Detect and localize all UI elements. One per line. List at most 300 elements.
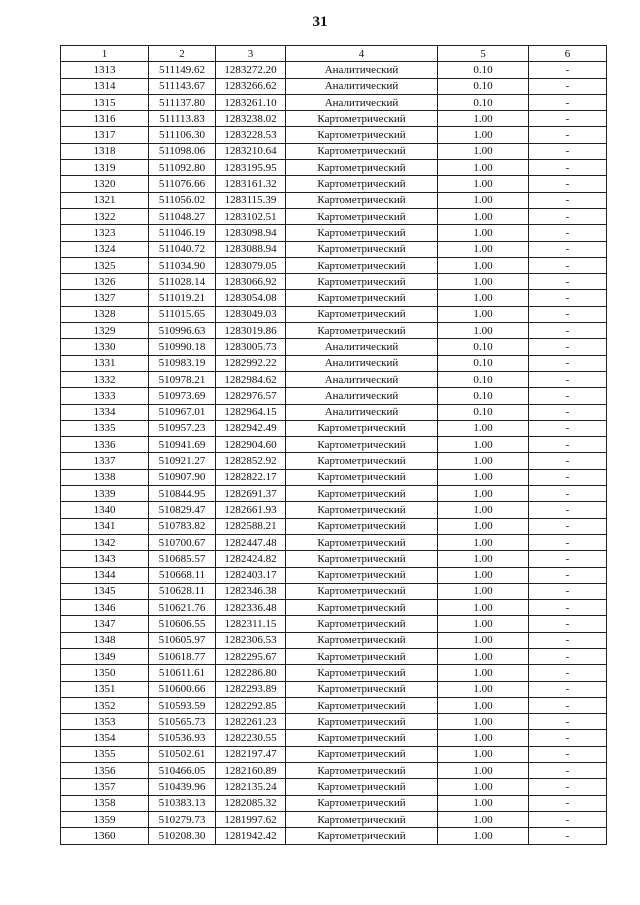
table-row (61, 583, 607, 599)
note-cell: - (529, 469, 607, 485)
accuracy-cell: 1.00 (438, 616, 529, 632)
y-coordinate-cell: 1282447.48 (216, 534, 286, 550)
method-cell: Картометрический (286, 714, 438, 730)
y-coordinate-cell: 1282311.15 (216, 616, 286, 632)
accuracy-cell: 1.00 (438, 192, 529, 208)
note-cell: - (529, 828, 607, 844)
method-cell: Картометрический (286, 143, 438, 159)
note-cell: - (529, 290, 607, 306)
accuracy-cell: 1.00 (438, 763, 529, 779)
note-cell: - (529, 763, 607, 779)
method-cell: Картометрический (286, 323, 438, 339)
note-cell: - (529, 323, 607, 339)
method-cell: Картометрический (286, 616, 438, 632)
note-cell: - (529, 274, 607, 290)
note-cell: - (529, 160, 607, 176)
note-cell: - (529, 730, 607, 746)
accuracy-cell: 1.00 (438, 469, 529, 485)
table-row (61, 388, 607, 404)
note-cell: - (529, 567, 607, 583)
point-number-cell: 1333 (61, 388, 149, 404)
point-number-cell: 1324 (61, 241, 149, 257)
x-coordinate-cell: 510668.11 (149, 567, 216, 583)
note-cell: - (529, 486, 607, 502)
table-row (61, 371, 607, 387)
table-row (61, 697, 607, 713)
method-cell: Картометрический (286, 583, 438, 599)
accuracy-cell: 1.00 (438, 290, 529, 306)
x-coordinate-cell: 511143.67 (149, 78, 216, 94)
method-cell: Картометрический (286, 632, 438, 648)
accuracy-cell: 1.00 (438, 746, 529, 762)
table-row (61, 257, 607, 273)
accuracy-cell: 0.10 (438, 94, 529, 110)
x-coordinate-cell: 511028.14 (149, 274, 216, 290)
point-number-cell: 1359 (61, 811, 149, 827)
note-cell: - (529, 225, 607, 241)
x-coordinate-cell: 510829.47 (149, 502, 216, 518)
note-cell: - (529, 339, 607, 355)
point-number-cell: 1321 (61, 192, 149, 208)
point-number-cell: 1354 (61, 730, 149, 746)
method-cell: Картометрический (286, 486, 438, 502)
method-cell: Картометрический (286, 192, 438, 208)
method-cell: Картометрический (286, 225, 438, 241)
y-coordinate-cell: 1282135.24 (216, 779, 286, 795)
point-number-cell: 1348 (61, 632, 149, 648)
method-cell: Картометрический (286, 828, 438, 844)
table-row (61, 567, 607, 583)
method-cell: Картометрический (286, 160, 438, 176)
table-row (61, 225, 607, 241)
x-coordinate-cell: 510973.69 (149, 388, 216, 404)
y-coordinate-cell: 1282992.22 (216, 355, 286, 371)
point-number-cell: 1342 (61, 534, 149, 550)
point-number-cell: 1350 (61, 665, 149, 681)
point-number-cell: 1339 (61, 486, 149, 502)
note-cell: - (529, 779, 607, 795)
column-header: 3 (216, 46, 286, 62)
x-coordinate-cell: 510605.97 (149, 632, 216, 648)
note-cell: - (529, 681, 607, 697)
table-row (61, 192, 607, 208)
point-number-cell: 1353 (61, 714, 149, 730)
table-row (61, 534, 607, 550)
method-cell: Картометрический (286, 567, 438, 583)
table-row (61, 339, 607, 355)
method-cell: Картометрический (286, 274, 438, 290)
x-coordinate-cell: 510941.69 (149, 437, 216, 453)
note-cell: - (529, 518, 607, 534)
table-row (61, 518, 607, 534)
point-number-cell: 1330 (61, 339, 149, 355)
point-number-cell: 1331 (61, 355, 149, 371)
note-cell: - (529, 420, 607, 436)
method-cell: Картометрический (286, 746, 438, 762)
accuracy-cell: 1.00 (438, 176, 529, 192)
accuracy-cell: 1.00 (438, 828, 529, 844)
table-row (61, 811, 607, 827)
method-cell: Картометрический (286, 208, 438, 224)
table-row (61, 176, 607, 192)
y-coordinate-cell: 1283161.32 (216, 176, 286, 192)
table-row (61, 127, 607, 143)
method-cell: Картометрический (286, 681, 438, 697)
point-number-cell: 1314 (61, 78, 149, 94)
note-cell: - (529, 534, 607, 550)
note-cell: - (529, 192, 607, 208)
method-cell: Картометрический (286, 518, 438, 534)
point-number-cell: 1329 (61, 323, 149, 339)
y-coordinate-cell: 1282286.80 (216, 665, 286, 681)
note-cell: - (529, 746, 607, 762)
note-cell: - (529, 665, 607, 681)
note-cell: - (529, 551, 607, 567)
table-row (61, 160, 607, 176)
accuracy-cell: 1.00 (438, 714, 529, 730)
x-coordinate-cell: 510844.95 (149, 486, 216, 502)
accuracy-cell: 1.00 (438, 697, 529, 713)
point-number-cell: 1323 (61, 225, 149, 241)
point-number-cell: 1355 (61, 746, 149, 762)
note-cell: - (529, 600, 607, 616)
accuracy-cell: 1.00 (438, 583, 529, 599)
y-coordinate-cell: 1282197.47 (216, 746, 286, 762)
point-number-cell: 1336 (61, 437, 149, 453)
accuracy-cell: 0.10 (438, 355, 529, 371)
y-coordinate-cell: 1283102.51 (216, 208, 286, 224)
table-row (61, 486, 607, 502)
point-number-cell: 1352 (61, 697, 149, 713)
x-coordinate-cell: 510700.67 (149, 534, 216, 550)
table-row (61, 600, 607, 616)
point-number-cell: 1327 (61, 290, 149, 306)
y-coordinate-cell: 1281942.42 (216, 828, 286, 844)
accuracy-cell: 1.00 (438, 811, 529, 827)
method-cell: Картометрический (286, 502, 438, 518)
y-coordinate-cell: 1282424.82 (216, 551, 286, 567)
x-coordinate-cell: 510907.90 (149, 469, 216, 485)
method-cell: Аналитический (286, 355, 438, 371)
y-coordinate-cell: 1282661.93 (216, 502, 286, 518)
method-cell: Картометрический (286, 306, 438, 322)
y-coordinate-cell: 1283088.94 (216, 241, 286, 257)
coordinates-table (60, 45, 607, 845)
point-number-cell: 1335 (61, 420, 149, 436)
x-coordinate-cell: 510783.82 (149, 518, 216, 534)
table-row (61, 681, 607, 697)
y-coordinate-cell: 1283266.62 (216, 78, 286, 94)
y-coordinate-cell: 1282691.37 (216, 486, 286, 502)
x-coordinate-cell: 510628.11 (149, 583, 216, 599)
y-coordinate-cell: 1283019.86 (216, 323, 286, 339)
accuracy-cell: 1.00 (438, 730, 529, 746)
method-cell: Картометрический (286, 811, 438, 827)
point-number-cell: 1332 (61, 371, 149, 387)
point-number-cell: 1322 (61, 208, 149, 224)
note-cell: - (529, 241, 607, 257)
table-row (61, 616, 607, 632)
x-coordinate-cell: 510279.73 (149, 811, 216, 827)
point-number-cell: 1318 (61, 143, 149, 159)
note-cell: - (529, 502, 607, 518)
y-coordinate-cell: 1283210.64 (216, 143, 286, 159)
x-coordinate-cell: 510978.21 (149, 371, 216, 387)
y-coordinate-cell: 1282230.55 (216, 730, 286, 746)
table-row (61, 828, 607, 844)
x-coordinate-cell: 510593.59 (149, 697, 216, 713)
table-row (61, 469, 607, 485)
y-coordinate-cell: 1282904.60 (216, 437, 286, 453)
method-cell: Картометрический (286, 730, 438, 746)
x-coordinate-cell: 511046.19 (149, 225, 216, 241)
note-cell: - (529, 143, 607, 159)
column-header: 6 (529, 46, 607, 62)
y-coordinate-cell: 1281997.62 (216, 811, 286, 827)
table-row (61, 420, 607, 436)
table-row (61, 306, 607, 322)
accuracy-cell: 1.00 (438, 779, 529, 795)
x-coordinate-cell: 510565.73 (149, 714, 216, 730)
accuracy-cell: 1.00 (438, 437, 529, 453)
method-cell: Картометрический (286, 551, 438, 567)
x-coordinate-cell: 511113.83 (149, 111, 216, 127)
x-coordinate-cell: 510600.66 (149, 681, 216, 697)
table-row (61, 62, 607, 78)
x-coordinate-cell: 511015.65 (149, 306, 216, 322)
method-cell: Аналитический (286, 78, 438, 94)
method-cell: Картометрический (286, 779, 438, 795)
note-cell: - (529, 371, 607, 387)
accuracy-cell: 1.00 (438, 323, 529, 339)
note-cell: - (529, 127, 607, 143)
x-coordinate-cell: 510921.27 (149, 453, 216, 469)
note-cell: - (529, 208, 607, 224)
y-coordinate-cell: 1282852.92 (216, 453, 286, 469)
accuracy-cell: 0.10 (438, 388, 529, 404)
method-cell: Картометрический (286, 600, 438, 616)
point-number-cell: 1328 (61, 306, 149, 322)
point-number-cell: 1326 (61, 274, 149, 290)
table-row (61, 502, 607, 518)
accuracy-cell: 1.00 (438, 681, 529, 697)
y-coordinate-cell: 1282976.57 (216, 388, 286, 404)
method-cell: Картометрический (286, 648, 438, 664)
x-coordinate-cell: 510606.55 (149, 616, 216, 632)
table-row (61, 274, 607, 290)
table-row (61, 632, 607, 648)
method-cell: Картометрический (286, 665, 438, 681)
x-coordinate-cell: 511092.80 (149, 160, 216, 176)
table-row (61, 795, 607, 811)
accuracy-cell: 1.00 (438, 257, 529, 273)
note-cell: - (529, 632, 607, 648)
x-coordinate-cell: 510990.18 (149, 339, 216, 355)
x-coordinate-cell: 511048.27 (149, 208, 216, 224)
y-coordinate-cell: 1282822.17 (216, 469, 286, 485)
accuracy-cell: 1.00 (438, 534, 529, 550)
note-cell: - (529, 795, 607, 811)
table-row (61, 111, 607, 127)
y-coordinate-cell: 1282403.17 (216, 567, 286, 583)
method-cell: Аналитический (286, 388, 438, 404)
method-cell: Картометрический (286, 453, 438, 469)
point-number-cell: 1358 (61, 795, 149, 811)
note-cell: - (529, 714, 607, 730)
note-cell: - (529, 648, 607, 664)
note-cell: - (529, 62, 607, 78)
accuracy-cell: 1.00 (438, 795, 529, 811)
point-number-cell: 1319 (61, 160, 149, 176)
note-cell: - (529, 583, 607, 599)
table-row (61, 730, 607, 746)
x-coordinate-cell: 511034.90 (149, 257, 216, 273)
method-cell: Аналитический (286, 371, 438, 387)
y-coordinate-cell: 1283115.39 (216, 192, 286, 208)
table-row (61, 290, 607, 306)
accuracy-cell: 1.00 (438, 665, 529, 681)
method-cell: Картометрический (286, 257, 438, 273)
y-coordinate-cell: 1283054.08 (216, 290, 286, 306)
point-number-cell: 1346 (61, 600, 149, 616)
table-row (61, 665, 607, 681)
point-number-cell: 1341 (61, 518, 149, 534)
y-coordinate-cell: 1282346.38 (216, 583, 286, 599)
x-coordinate-cell: 510983.19 (149, 355, 216, 371)
x-coordinate-cell: 510208.30 (149, 828, 216, 844)
point-number-cell: 1320 (61, 176, 149, 192)
point-number-cell: 1316 (61, 111, 149, 127)
point-number-cell: 1347 (61, 616, 149, 632)
x-coordinate-cell: 510621.76 (149, 600, 216, 616)
method-cell: Картометрический (286, 763, 438, 779)
note-cell: - (529, 94, 607, 110)
x-coordinate-cell: 510957.23 (149, 420, 216, 436)
accuracy-cell: 1.00 (438, 518, 529, 534)
point-number-cell: 1356 (61, 763, 149, 779)
table-row (61, 437, 607, 453)
x-coordinate-cell: 511076.66 (149, 176, 216, 192)
x-coordinate-cell: 510502.61 (149, 746, 216, 762)
y-coordinate-cell: 1282336.48 (216, 600, 286, 616)
x-coordinate-cell: 511040.72 (149, 241, 216, 257)
column-header: 5 (438, 46, 529, 62)
y-coordinate-cell: 1283079.05 (216, 257, 286, 273)
y-coordinate-cell: 1282984.62 (216, 371, 286, 387)
table-row (61, 78, 607, 94)
accuracy-cell: 1.00 (438, 127, 529, 143)
accuracy-cell: 1.00 (438, 632, 529, 648)
accuracy-cell: 1.00 (438, 453, 529, 469)
x-coordinate-cell: 510611.61 (149, 665, 216, 681)
note-cell: - (529, 697, 607, 713)
x-coordinate-cell: 510618.77 (149, 648, 216, 664)
method-cell: Картометрический (286, 127, 438, 143)
accuracy-cell: 1.00 (438, 648, 529, 664)
point-number-cell: 1325 (61, 257, 149, 273)
table-row (61, 241, 607, 257)
note-cell: - (529, 78, 607, 94)
x-coordinate-cell: 511149.62 (149, 62, 216, 78)
x-coordinate-cell: 511019.21 (149, 290, 216, 306)
accuracy-cell: 1.00 (438, 160, 529, 176)
x-coordinate-cell: 510967.01 (149, 404, 216, 420)
table-row (61, 453, 607, 469)
y-coordinate-cell: 1283272.20 (216, 62, 286, 78)
method-cell: Картометрический (286, 437, 438, 453)
note-cell: - (529, 453, 607, 469)
note-cell: - (529, 355, 607, 371)
method-cell: Аналитический (286, 339, 438, 355)
y-coordinate-cell: 1282292.85 (216, 697, 286, 713)
table-row (61, 779, 607, 795)
method-cell: Картометрический (286, 290, 438, 306)
y-coordinate-cell: 1283228.53 (216, 127, 286, 143)
x-coordinate-cell: 511106.30 (149, 127, 216, 143)
method-cell: Картометрический (286, 697, 438, 713)
table-header-row (61, 46, 607, 62)
method-cell: Картометрический (286, 241, 438, 257)
x-coordinate-cell: 510996.63 (149, 323, 216, 339)
accuracy-cell: 1.00 (438, 306, 529, 322)
x-coordinate-cell: 510383.13 (149, 795, 216, 811)
y-coordinate-cell: 1282293.89 (216, 681, 286, 697)
accuracy-cell: 1.00 (438, 225, 529, 241)
accuracy-cell: 1.00 (438, 567, 529, 583)
note-cell: - (529, 111, 607, 127)
point-number-cell: 1340 (61, 502, 149, 518)
y-coordinate-cell: 1283005.73 (216, 339, 286, 355)
method-cell: Аналитический (286, 94, 438, 110)
accuracy-cell: 0.10 (438, 339, 529, 355)
point-number-cell: 1334 (61, 404, 149, 420)
accuracy-cell: 1.00 (438, 600, 529, 616)
method-cell: Картометрический (286, 176, 438, 192)
method-cell: Картометрический (286, 795, 438, 811)
point-number-cell: 1315 (61, 94, 149, 110)
method-cell: Картометрический (286, 469, 438, 485)
note-cell: - (529, 388, 607, 404)
accuracy-cell: 0.10 (438, 404, 529, 420)
accuracy-cell: 0.10 (438, 78, 529, 94)
page-number: 31 (312, 14, 328, 30)
x-coordinate-cell: 511056.02 (149, 192, 216, 208)
accuracy-cell: 1.00 (438, 551, 529, 567)
point-number-cell: 1317 (61, 127, 149, 143)
accuracy-cell: 1.00 (438, 420, 529, 436)
point-number-cell: 1337 (61, 453, 149, 469)
y-coordinate-cell: 1283261.10 (216, 94, 286, 110)
point-number-cell: 1351 (61, 681, 149, 697)
point-number-cell: 1360 (61, 828, 149, 844)
accuracy-cell: 1.00 (438, 241, 529, 257)
point-number-cell: 1344 (61, 567, 149, 583)
y-coordinate-cell: 1282085.32 (216, 795, 286, 811)
table-row (61, 143, 607, 159)
column-header: 1 (61, 46, 149, 62)
method-cell: Картометрический (286, 420, 438, 436)
y-coordinate-cell: 1283195.95 (216, 160, 286, 176)
column-header: 4 (286, 46, 438, 62)
method-cell: Аналитический (286, 404, 438, 420)
point-number-cell: 1313 (61, 62, 149, 78)
y-coordinate-cell: 1282295.67 (216, 648, 286, 664)
x-coordinate-cell: 510685.57 (149, 551, 216, 567)
y-coordinate-cell: 1282261.23 (216, 714, 286, 730)
table-row (61, 208, 607, 224)
y-coordinate-cell: 1282306.53 (216, 632, 286, 648)
table-row (61, 648, 607, 664)
